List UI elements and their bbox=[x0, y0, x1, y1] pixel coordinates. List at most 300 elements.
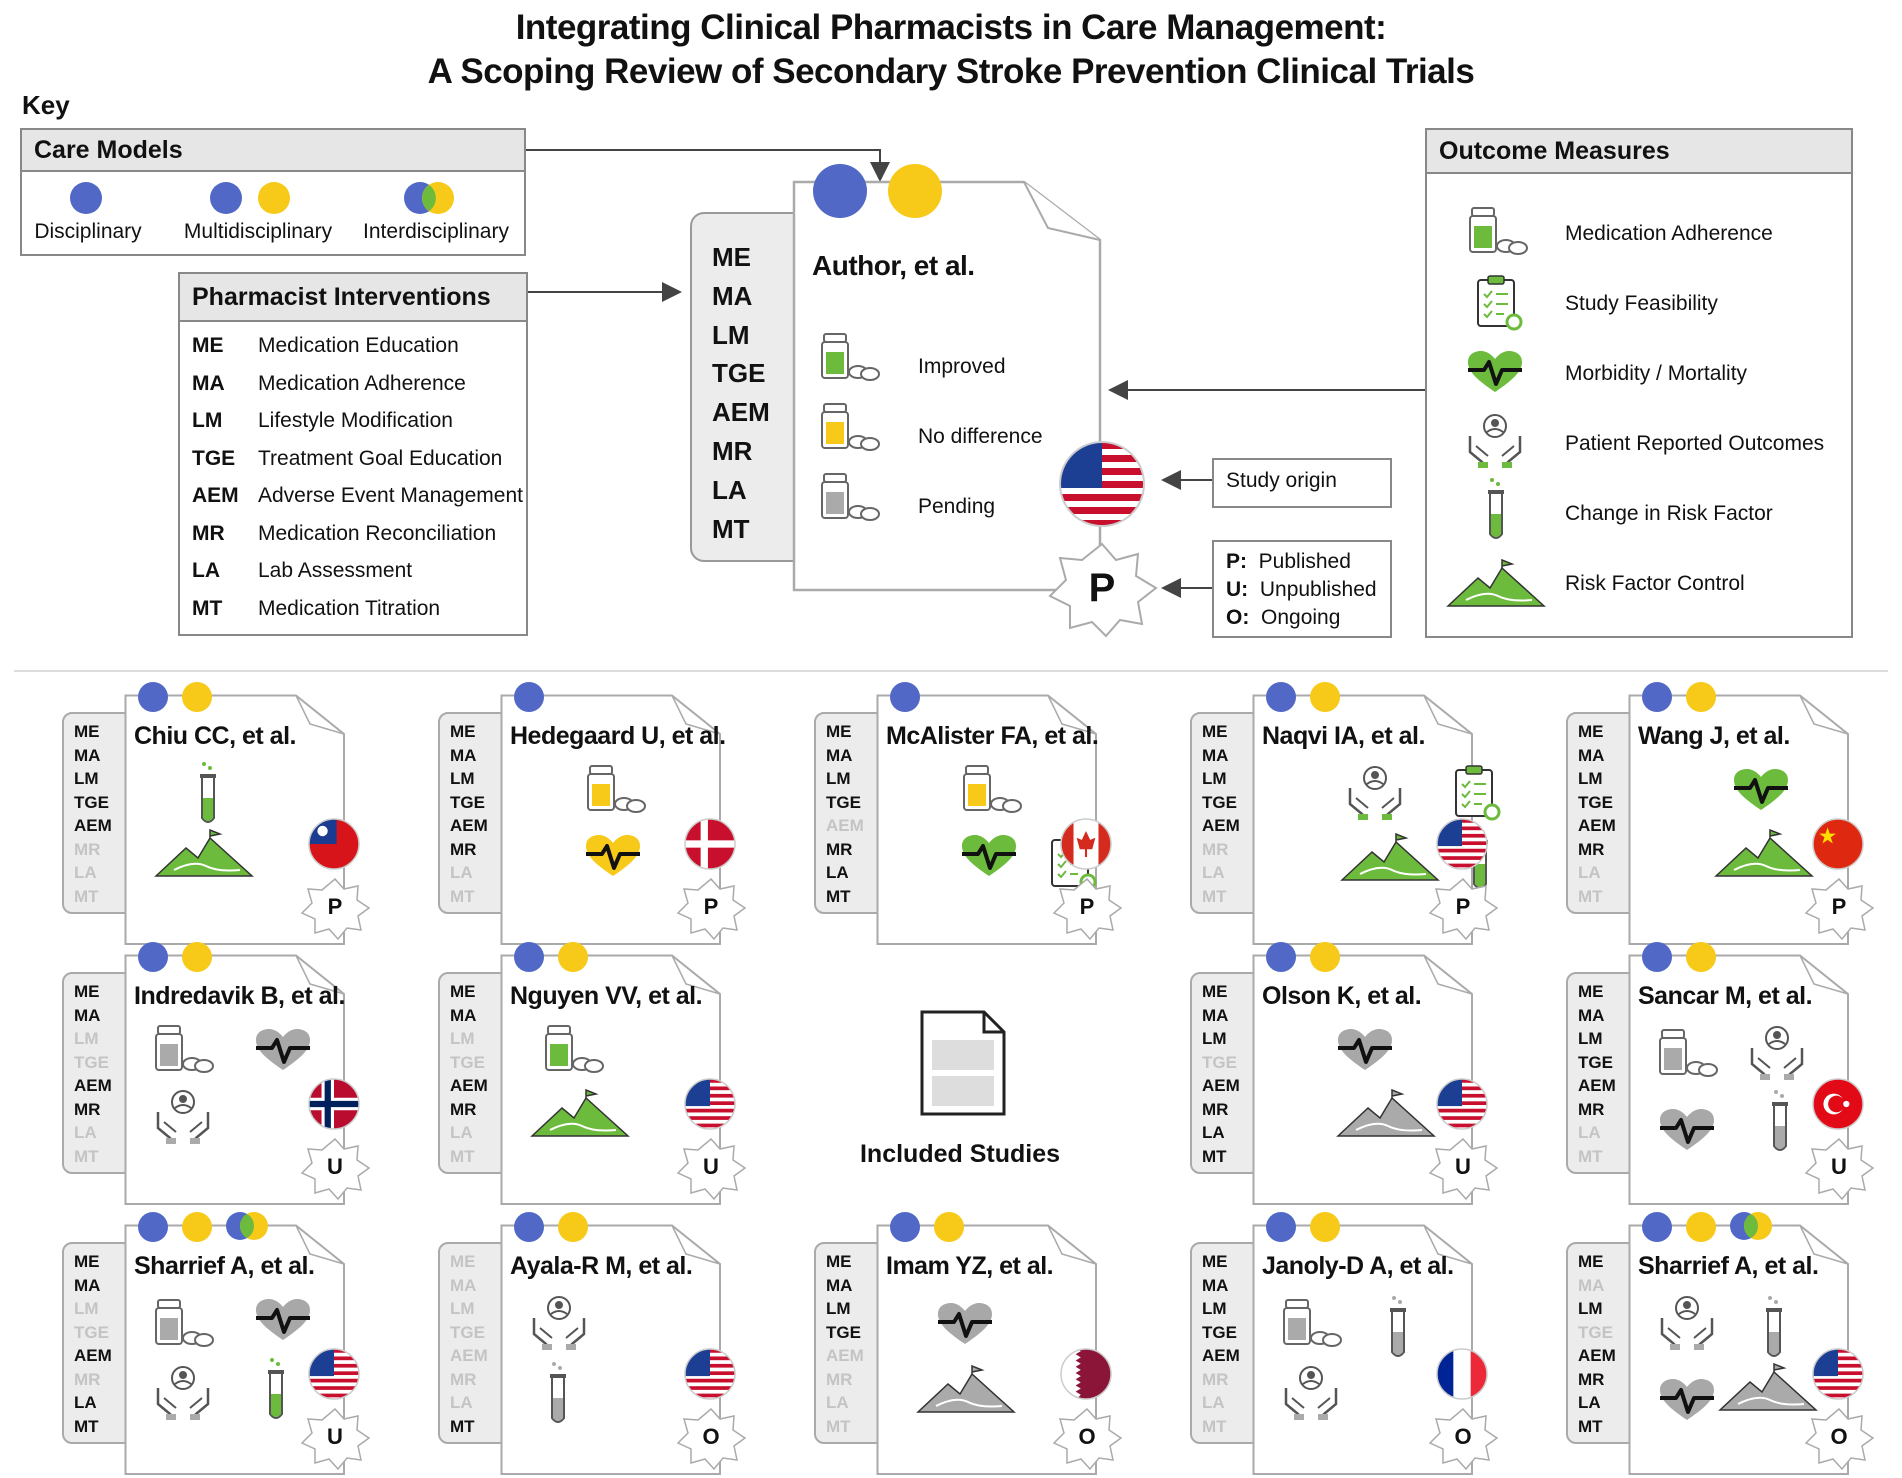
intervention-abbr: AEM bbox=[192, 484, 239, 507]
study-status-letter: P bbox=[1079, 894, 1095, 919]
study-codes bbox=[450, 1250, 488, 1438]
intervention-label: Medication Reconciliation bbox=[258, 521, 497, 545]
study-code-la: LA bbox=[1578, 863, 1601, 882]
study-code-mt: MT bbox=[1578, 886, 1603, 906]
study-card bbox=[1566, 684, 1856, 944]
status-key: U: bbox=[1226, 578, 1249, 601]
study-code-mt: MT bbox=[74, 1416, 99, 1436]
study-codes bbox=[74, 980, 112, 1168]
study-code-me: ME bbox=[1202, 722, 1228, 741]
study-code-ma: MA bbox=[1578, 1005, 1605, 1025]
usa-flag-icon bbox=[308, 1348, 360, 1405]
study-code-aem: AEM bbox=[74, 816, 112, 835]
example-code: TGE bbox=[712, 358, 766, 389]
bottle-no-difference-icon bbox=[820, 402, 880, 452]
multidisciplinary-dot-icon bbox=[1310, 682, 1340, 712]
study-card bbox=[1190, 944, 1480, 1204]
study-author: Olson K, et al. bbox=[1262, 982, 1422, 1010]
study-code-me: ME bbox=[74, 722, 100, 741]
example-code: MR bbox=[712, 436, 753, 466]
study-code-me: ME bbox=[450, 722, 476, 741]
study-code-ma: MA bbox=[74, 1005, 101, 1025]
example-code: ME bbox=[712, 242, 751, 272]
example-code: LM bbox=[712, 319, 750, 350]
study-code-aem: AEM bbox=[1202, 1346, 1240, 1365]
study-codes bbox=[1202, 980, 1240, 1168]
status-key: P: bbox=[1226, 550, 1247, 573]
study-code-aem: AEM bbox=[74, 1076, 112, 1095]
study-card bbox=[1566, 944, 1856, 1204]
outcome-label: Medication Adherence bbox=[1565, 222, 1773, 245]
study-codes bbox=[826, 1250, 864, 1438]
study-code-tge: TGE bbox=[1202, 792, 1237, 812]
outcome-label: Risk Factor Control bbox=[1565, 572, 1745, 595]
clipboard-icon bbox=[1452, 764, 1498, 818]
multidisciplinary-dot-icon bbox=[182, 942, 212, 972]
disciplinary-dot-icon bbox=[1266, 942, 1296, 972]
study-code-mt: MT bbox=[826, 1416, 851, 1436]
canada-flag-icon bbox=[1060, 818, 1112, 875]
study-code-mt: MT bbox=[450, 1416, 475, 1436]
study-card bbox=[1190, 684, 1480, 944]
study-code-mt: MT bbox=[450, 1146, 475, 1166]
included-studies-label: Included Studies bbox=[859, 1140, 1061, 1168]
study-code-tge: TGE bbox=[826, 792, 861, 812]
study-code-aem: AEM bbox=[450, 1076, 488, 1095]
study-author: Ayala-R M, et al. bbox=[510, 1252, 693, 1280]
study-card bbox=[62, 944, 352, 1204]
study-code-lm: LM bbox=[826, 1299, 851, 1318]
outcome-label: Patient Reported Outcomes bbox=[1565, 432, 1825, 455]
study-code-tge: TGE bbox=[450, 792, 485, 812]
study-code-mt: MT bbox=[1202, 886, 1227, 906]
mountain-icon bbox=[1446, 560, 1546, 608]
study-code-la: LA bbox=[1578, 1123, 1601, 1142]
study-code-ma: MA bbox=[826, 745, 853, 765]
study-code-tge: TGE bbox=[74, 1322, 109, 1342]
study-code-mt: MT bbox=[1202, 1146, 1227, 1166]
disciplinary-dot-icon bbox=[138, 942, 168, 972]
study-code-mr: MR bbox=[826, 839, 853, 859]
disciplinary-dot-icon bbox=[1266, 1212, 1296, 1242]
study-code-tge: TGE bbox=[826, 1322, 861, 1342]
heart-icon bbox=[1732, 768, 1790, 814]
status-value: Unpublished bbox=[1259, 578, 1377, 601]
study-code-lm: LM bbox=[74, 769, 99, 788]
study-code-mt: MT bbox=[1578, 1146, 1603, 1166]
study-author: Wang J, et al. bbox=[1638, 722, 1790, 750]
study-code-ma: MA bbox=[450, 1005, 477, 1025]
status-key: O: bbox=[1226, 606, 1250, 629]
bottle-icon bbox=[586, 764, 646, 814]
bottle-improved-icon bbox=[820, 332, 880, 382]
study-code-ma: MA bbox=[1578, 745, 1605, 765]
heart-icon bbox=[1658, 1378, 1716, 1424]
study-code-tge: TGE bbox=[1578, 792, 1613, 812]
study-status-letter: U bbox=[327, 1424, 343, 1449]
study-card bbox=[814, 1214, 1104, 1474]
mountain-icon bbox=[530, 1090, 630, 1138]
study-code-mr: MR bbox=[74, 839, 101, 859]
study-status-letter: U bbox=[327, 1154, 343, 1179]
intervention-abbr: TGE bbox=[192, 446, 236, 470]
france-flag-icon bbox=[1436, 1348, 1488, 1405]
study-code-ma: MA bbox=[450, 1275, 477, 1295]
study-code-la: LA bbox=[74, 863, 97, 882]
study-code-aem: AEM bbox=[450, 1346, 488, 1365]
bottle-icon bbox=[154, 1024, 214, 1074]
study-codes bbox=[1202, 1250, 1240, 1438]
intervention-label: Medication Titration bbox=[258, 596, 441, 620]
multidisciplinary-dot-icon bbox=[182, 1212, 212, 1242]
study-code-lm: LM bbox=[74, 1299, 99, 1318]
study-code-lm: LM bbox=[1578, 1029, 1603, 1048]
norway-flag-icon bbox=[308, 1078, 360, 1135]
study-code-me: ME bbox=[1578, 982, 1604, 1001]
disciplinary-dot-icon bbox=[138, 682, 168, 712]
hands-icon bbox=[1282, 1364, 1340, 1420]
study-code-me: ME bbox=[1578, 1252, 1604, 1271]
study-code-ma: MA bbox=[1578, 1275, 1605, 1295]
study-author: Nguyen VV, et al. bbox=[510, 982, 703, 1010]
study-status-letter: O bbox=[1078, 1424, 1096, 1449]
usa-flag-icon bbox=[1812, 1348, 1864, 1405]
usa-flag-icon bbox=[1436, 1078, 1488, 1135]
study-code-lm: LM bbox=[1578, 1299, 1603, 1318]
intervention-label: Lab Assessment bbox=[258, 559, 413, 582]
mountain-icon bbox=[1714, 830, 1814, 878]
multidisciplinary-dot-icon bbox=[1310, 942, 1340, 972]
study-code-la: LA bbox=[74, 1393, 97, 1412]
result-no-difference-label: No difference bbox=[918, 425, 1043, 448]
hands-icon bbox=[154, 1088, 212, 1144]
study-code-lm: LM bbox=[74, 1029, 99, 1048]
study-code-tge: TGE bbox=[74, 792, 109, 812]
study-code-me: ME bbox=[74, 982, 100, 1001]
study-code-mr: MR bbox=[450, 1369, 477, 1389]
study-code-lm: LM bbox=[450, 769, 475, 788]
study-code-mt: MT bbox=[74, 886, 99, 906]
tube-icon bbox=[1760, 1294, 1784, 1350]
study-card bbox=[438, 684, 728, 944]
study-codes bbox=[450, 720, 488, 908]
study-author: Sancar M, et al. bbox=[1638, 982, 1813, 1010]
study-code-lm: LM bbox=[1202, 1299, 1227, 1318]
study-code-mr: MR bbox=[1578, 1099, 1605, 1119]
study-code-me: ME bbox=[1202, 1252, 1228, 1271]
disciplinary-dot-icon bbox=[514, 942, 544, 972]
study-card bbox=[1190, 1214, 1480, 1474]
multidisciplinary-dot-icon bbox=[934, 1212, 964, 1242]
interventions-header: Pharmacist Interventions bbox=[178, 272, 528, 322]
outcomes-header: Outcome Measures bbox=[1425, 128, 1853, 174]
study-origin-label: Study origin bbox=[1226, 469, 1337, 492]
mountain-icon bbox=[1340, 834, 1440, 882]
care-model-label: Disciplinary bbox=[34, 220, 142, 243]
mountain-icon bbox=[154, 830, 254, 878]
study-code-tge: TGE bbox=[450, 1322, 485, 1342]
intervention-label: Medication Education bbox=[258, 334, 459, 357]
study-code-ma: MA bbox=[450, 745, 477, 765]
study-code-aem: AEM bbox=[74, 1346, 112, 1365]
disciplinary-dot-icon bbox=[138, 1212, 168, 1242]
study-code-la: LA bbox=[450, 1393, 473, 1412]
study-code-mr: MR bbox=[74, 1099, 101, 1119]
bottle-pending-icon bbox=[820, 472, 880, 522]
status-value: Published bbox=[1258, 550, 1351, 573]
usa-flag-icon bbox=[684, 1078, 736, 1135]
result-pending-label: Pending bbox=[918, 495, 996, 518]
study-code-ma: MA bbox=[1202, 1005, 1229, 1025]
example-blue-dot-icon bbox=[813, 164, 867, 218]
study-code-mr: MR bbox=[74, 1369, 101, 1389]
study-code-me: ME bbox=[826, 722, 852, 741]
study-codes bbox=[450, 980, 488, 1168]
study-card bbox=[438, 944, 728, 1204]
study-codes bbox=[74, 1250, 112, 1438]
hands-icon bbox=[1658, 1294, 1716, 1350]
study-code-me: ME bbox=[1202, 982, 1228, 1001]
intervention-abbr: ME bbox=[192, 334, 224, 357]
example-author: Author, et al. bbox=[812, 250, 975, 281]
study-code-aem: AEM bbox=[826, 1346, 864, 1365]
example-code: AEM bbox=[712, 397, 770, 428]
key-label: Key bbox=[22, 90, 70, 120]
study-status-letter: P bbox=[327, 894, 343, 919]
study-card bbox=[62, 1214, 352, 1474]
interdisciplinary-dot-icon bbox=[1730, 1210, 1774, 1242]
study-code-mt: MT bbox=[1578, 1416, 1603, 1436]
hands-icon bbox=[1346, 764, 1404, 820]
intervention-abbr: LA bbox=[192, 559, 220, 582]
title-line-2: A Scoping Review of Secondary Stroke Prevention Clinical Trials bbox=[427, 52, 1475, 91]
study-code-aem: AEM bbox=[1202, 1076, 1240, 1095]
heart-icon bbox=[960, 834, 1018, 880]
study-code-aem: AEM bbox=[1202, 816, 1240, 835]
study-code-mr: MR bbox=[826, 1369, 853, 1389]
disciplinary-dot-icon bbox=[1642, 942, 1672, 972]
clipboard-icon bbox=[1474, 274, 1524, 330]
multidisciplinary-dot-icon bbox=[1686, 682, 1716, 712]
multidisciplinary-dot-icon bbox=[558, 1212, 588, 1242]
usa-flag-icon bbox=[1436, 818, 1488, 875]
multidisciplinary-dot-icon bbox=[1686, 1212, 1716, 1242]
hands-icon bbox=[154, 1364, 212, 1420]
intervention-abbr: MT bbox=[192, 596, 223, 620]
document-icon bbox=[920, 1010, 1006, 1116]
study-code-mr: MR bbox=[450, 1099, 477, 1119]
study-code-aem: AEM bbox=[450, 816, 488, 835]
china-flag-icon bbox=[1812, 818, 1864, 875]
study-card bbox=[62, 684, 352, 944]
study-code-la: LA bbox=[1202, 863, 1225, 882]
usa-flag-icon bbox=[1058, 440, 1146, 528]
study-code-ma: MA bbox=[826, 1275, 853, 1295]
care-models-header: Care Models bbox=[20, 128, 526, 172]
bottle-icon bbox=[544, 1024, 604, 1074]
intervention-label: Medication Adherence bbox=[258, 371, 466, 395]
study-code-aem: AEM bbox=[1578, 1076, 1616, 1095]
disciplinary-dot-icon bbox=[890, 682, 920, 712]
heart-icon bbox=[254, 1298, 312, 1344]
study-code-la: LA bbox=[74, 1123, 97, 1142]
study-codes bbox=[826, 720, 864, 908]
multidisciplinary-dot-icon bbox=[1686, 942, 1716, 972]
disciplinary-dot-icon bbox=[514, 682, 544, 712]
study-code-la: LA bbox=[450, 863, 473, 882]
intervention-abbr: MA bbox=[192, 371, 225, 395]
mountain-icon bbox=[916, 1366, 1016, 1414]
study-author: Hedegaard U, et al. bbox=[510, 722, 726, 750]
tube-icon bbox=[262, 1356, 286, 1412]
study-status-letter: O bbox=[1830, 1424, 1848, 1449]
status-legend-box bbox=[1212, 540, 1392, 638]
intervention-label: Lifestyle Modification bbox=[258, 409, 453, 432]
turkey-flag-icon bbox=[1812, 1078, 1864, 1135]
example-code: LA bbox=[712, 474, 747, 505]
study-card bbox=[438, 1214, 728, 1474]
study-code-tge: TGE bbox=[1202, 1322, 1237, 1342]
study-code-lm: LM bbox=[450, 1299, 475, 1318]
example-code: MT bbox=[712, 513, 750, 544]
study-origin-box bbox=[1212, 458, 1392, 508]
study-status-letter: U bbox=[1831, 1154, 1847, 1179]
disciplinary-dot-icon bbox=[1266, 682, 1296, 712]
study-code-la: LA bbox=[450, 1123, 473, 1142]
study-code-aem: AEM bbox=[1578, 816, 1616, 835]
study-code-lm: LM bbox=[1202, 769, 1227, 788]
study-code-me: ME bbox=[74, 1252, 100, 1271]
study-author: Sharrief A, et al. bbox=[134, 1252, 315, 1280]
hands-icon bbox=[1466, 412, 1524, 468]
study-code-mr: MR bbox=[1202, 1099, 1229, 1119]
heart-icon bbox=[584, 834, 642, 880]
study-code-me: ME bbox=[1578, 722, 1604, 741]
study-author: Naqvi IA, et al. bbox=[1262, 722, 1425, 750]
disciplinary-dot-icon bbox=[1642, 1212, 1672, 1242]
disciplinary-dot-icon bbox=[890, 1212, 920, 1242]
study-code-ma: MA bbox=[1202, 1275, 1229, 1295]
study-author: Sharrief A, et al. bbox=[1638, 1252, 1819, 1280]
study-code-tge: TGE bbox=[1578, 1052, 1613, 1072]
study-code-la: LA bbox=[1202, 1393, 1225, 1412]
outcome-label: Study Feasibility bbox=[1565, 292, 1718, 315]
bottle-icon bbox=[1658, 1028, 1718, 1078]
tube-icon bbox=[1766, 1088, 1790, 1144]
study-code-lm: LM bbox=[826, 769, 851, 788]
study-status-letter: O bbox=[702, 1424, 720, 1449]
study-code-mr: MR bbox=[1202, 1369, 1229, 1389]
bottle-icon bbox=[154, 1298, 214, 1348]
mountain-icon bbox=[1336, 1090, 1436, 1138]
study-code-mt: MT bbox=[74, 1146, 99, 1166]
study-author: McAlister FA, et al. bbox=[886, 722, 1099, 750]
study-code-tge: TGE bbox=[450, 1052, 485, 1072]
intervention-abbr: MR bbox=[192, 521, 225, 545]
example-yellow-dot-icon bbox=[888, 164, 942, 218]
study-code-aem: AEM bbox=[1578, 1346, 1616, 1365]
intervention-abbr: LM bbox=[192, 409, 223, 432]
heart-icon bbox=[1466, 350, 1524, 396]
study-codes bbox=[1578, 1250, 1616, 1438]
care-model-label: Interdisciplinary bbox=[363, 220, 509, 243]
usa-flag-icon bbox=[684, 1348, 736, 1405]
study-code-ma: MA bbox=[1202, 745, 1229, 765]
care-model-label: Multidisciplinary bbox=[183, 220, 333, 243]
study-code-lm: LM bbox=[1202, 1029, 1227, 1048]
study-status-letter: O bbox=[1454, 1424, 1472, 1449]
study-code-lm: LM bbox=[450, 1029, 475, 1048]
hands-icon bbox=[1748, 1024, 1806, 1080]
study-codes bbox=[1578, 980, 1616, 1168]
outcome-label: Change in Risk Factor bbox=[1565, 502, 1773, 525]
medication-adherence-icon bbox=[1468, 206, 1528, 258]
mountain-icon bbox=[1718, 1364, 1818, 1412]
study-status-letter: P bbox=[703, 894, 719, 919]
example-code: MA bbox=[712, 280, 753, 311]
study-codes bbox=[1202, 720, 1240, 908]
study-code-mr: MR bbox=[1578, 1369, 1605, 1389]
result-improved-label: Improved bbox=[918, 355, 1006, 378]
divider bbox=[14, 670, 1888, 672]
outcome-label: Morbidity / Mortality bbox=[1565, 362, 1748, 385]
study-code-la: LA bbox=[1202, 1123, 1225, 1142]
denmark-flag-icon bbox=[684, 818, 736, 875]
study-code-mr: MR bbox=[450, 839, 477, 859]
study-author: Janoly-D A, et al. bbox=[1262, 1252, 1454, 1280]
test-tube-icon bbox=[1482, 476, 1510, 542]
study-code-me: ME bbox=[450, 1252, 476, 1271]
study-code-me: ME bbox=[826, 1252, 852, 1271]
multidisciplinary-dot-icon bbox=[182, 682, 212, 712]
study-author: Imam YZ, et al. bbox=[886, 1252, 1054, 1280]
heart-icon bbox=[1658, 1108, 1716, 1154]
study-code-mt: MT bbox=[1202, 1416, 1227, 1436]
study-code-ma: MA bbox=[74, 1275, 101, 1295]
multidisciplinary-dot-icon bbox=[558, 942, 588, 972]
study-status-letter: U bbox=[1455, 1154, 1471, 1179]
hands-icon bbox=[530, 1294, 588, 1350]
bottle-icon bbox=[1282, 1298, 1342, 1348]
interdisciplinary-dot-icon bbox=[226, 1210, 270, 1242]
study-card bbox=[1566, 1214, 1856, 1474]
example-status-letter: P bbox=[1088, 566, 1116, 610]
intervention-label: Treatment Goal Education bbox=[258, 446, 503, 470]
disciplinary-dot-icon bbox=[1642, 682, 1672, 712]
study-code-ma: MA bbox=[74, 745, 101, 765]
study-code-me: ME bbox=[450, 982, 476, 1001]
heart-icon bbox=[254, 1028, 312, 1074]
intervention-label: Adverse Event Management bbox=[258, 484, 523, 507]
study-status-letter: P bbox=[1831, 894, 1847, 919]
tube-icon bbox=[1384, 1294, 1408, 1350]
study-code-lm: LM bbox=[1578, 769, 1603, 788]
study-code-tge: TGE bbox=[74, 1052, 109, 1072]
title-line-1: Integrating Clinical Pharmacists in Care Management: bbox=[515, 8, 1387, 47]
study-codes bbox=[74, 720, 112, 908]
study-code-la: LA bbox=[826, 863, 849, 882]
study-code-mr: MR bbox=[1202, 839, 1229, 859]
heart-icon bbox=[936, 1302, 994, 1348]
study-code-la: LA bbox=[826, 1393, 849, 1412]
study-code-aem: AEM bbox=[826, 816, 864, 835]
study-code-tge: TGE bbox=[1578, 1322, 1613, 1342]
study-code-la: LA bbox=[1578, 1393, 1601, 1412]
status-value: Ongoing bbox=[1261, 606, 1341, 629]
bottle-icon bbox=[962, 764, 1022, 814]
example-card bbox=[792, 180, 1102, 592]
taiwan-flag-icon bbox=[308, 818, 360, 875]
